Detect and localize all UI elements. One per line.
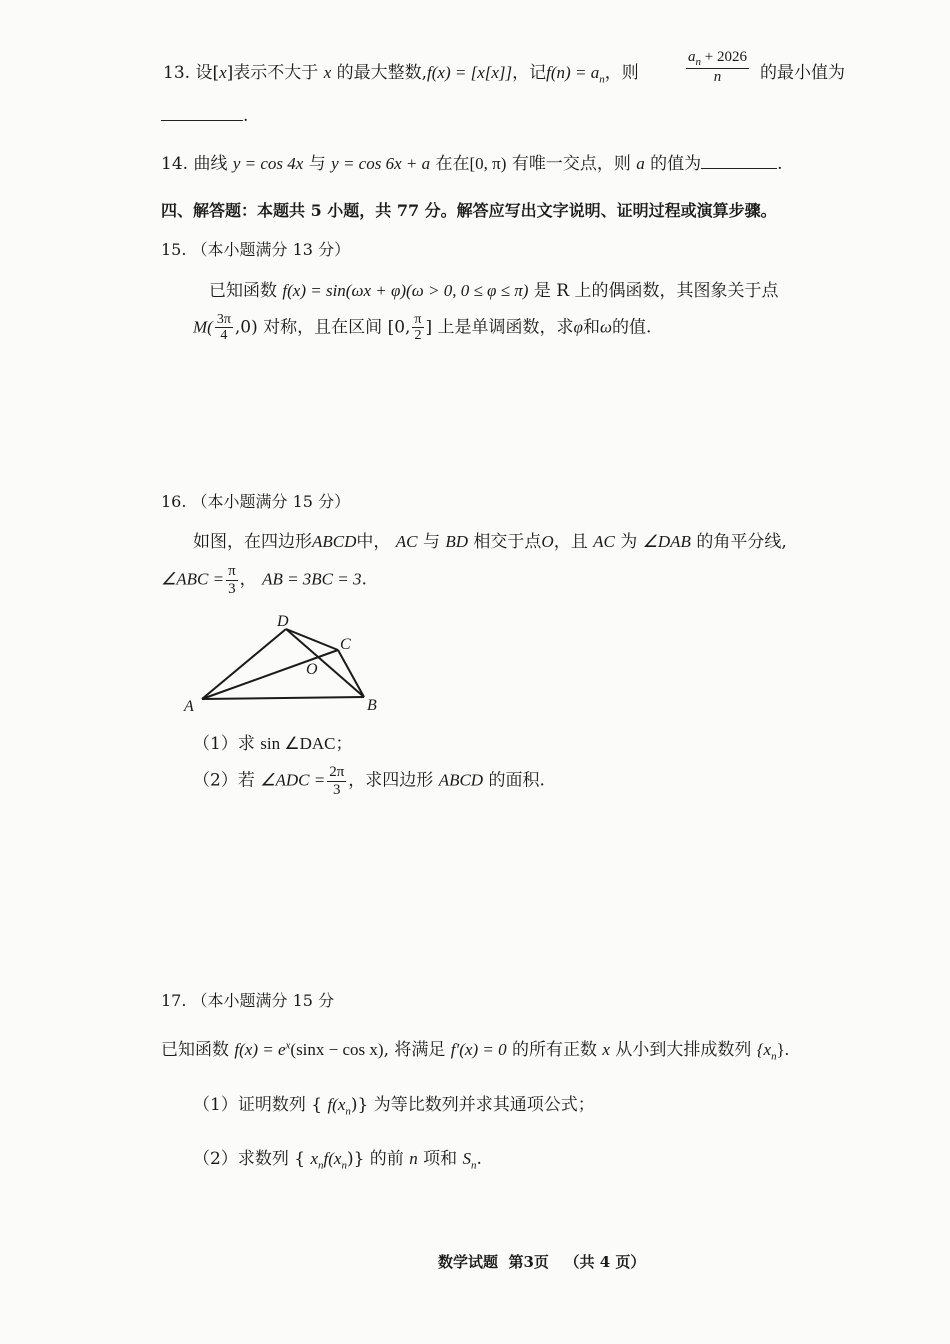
q16-line2: ∠ABC = $\frac{\pi}{3}$ ， AB = 3BC = 3. xyxy=(161,563,367,597)
edge-ab xyxy=(202,697,364,699)
section-heading: 四、解答题：本题共 5 小题，共 77 分。解答应写出文字说明、证明过程或演算步骤。 xyxy=(161,201,777,220)
q15-line2: M( $\frac{3\pi}{4}$ ,0) 对称，且在区间 [0, $\frac{\pi}{2}$ ] 上是单调函数，求φ和ω的值. xyxy=(193,312,652,344)
q14-blank[interactable] xyxy=(701,168,777,169)
q16-part1: （1）求 sin ∠DAC； xyxy=(193,734,353,754)
diagonal-bd xyxy=(286,629,364,697)
q13-blank[interactable] xyxy=(161,120,243,121)
label-c: C xyxy=(340,636,351,653)
q13-function: f(x) = [x[x]] xyxy=(427,63,513,82)
q17-part1: （1）证明数列 { $f(x_n)$} 为等比数列并求其通项公式； xyxy=(193,1095,595,1118)
q13-number: 13. xyxy=(163,63,191,83)
quadrilateral-figure xyxy=(180,608,400,718)
label-a: A xyxy=(184,698,194,715)
q17-part2: （2）求数列 { $x_nf(x_n)$} 的前 n 项和 $S_n$. xyxy=(193,1149,482,1172)
label-b: B xyxy=(367,697,377,714)
edge-dc xyxy=(286,629,338,650)
q15-header: 15. （本小题满分 13 分） xyxy=(161,240,351,259)
label-o: O xyxy=(306,661,318,678)
q13-line1: 13. 设[x]表示不大于 x 的最大整数,f(x) = [x[x]]，记$f(n) = a_n$，则 xyxy=(163,63,639,86)
q14-line: 14. 曲线 y = cos 4x 与 y = cos 6x + a 在在[0, π) 有唯一交点，则 a 的值为 . xyxy=(161,154,783,174)
q13-tail: 的最小值为 xyxy=(760,63,845,83)
edge-cb xyxy=(338,650,364,697)
q13-answer: . xyxy=(161,106,248,126)
q16-header: 16. （本小题满分 15 分） xyxy=(161,492,351,511)
edge-ad xyxy=(202,629,286,699)
q15-line1: 已知函数 f(x) = sin(ωx + φ)(ω > 0, 0 ≤ φ ≤ π) 是 R 上的偶函数，其图象关于点 xyxy=(209,281,779,301)
label-d: D xyxy=(277,613,289,630)
q17-header: 17. （本小题满分 15 分 xyxy=(161,991,335,1010)
page-footer: 数学试题 第3页 （共 4 页） xyxy=(438,1253,646,1271)
q16-line1: 如图，在四边形ABCD中， AC 与 BD 相交于点O，且 AC 为 ∠DAB 的角平分线, xyxy=(193,532,787,552)
q13-fraction: $\frac{a_n + 2026}{n}$ xyxy=(688,49,747,86)
q17-line1: 已知函数 $f(x) = e^x(\sin x - \cos x)$, 将满足 f′(x) = 0 的所有正数 x 从小到大排成数列 $\{x_n\}$. xyxy=(161,1039,790,1063)
q16-part2: （2）若 ∠ADC = $\frac{2\pi}{3}$ ，求四边形 ABCD 的面积. xyxy=(193,764,545,798)
